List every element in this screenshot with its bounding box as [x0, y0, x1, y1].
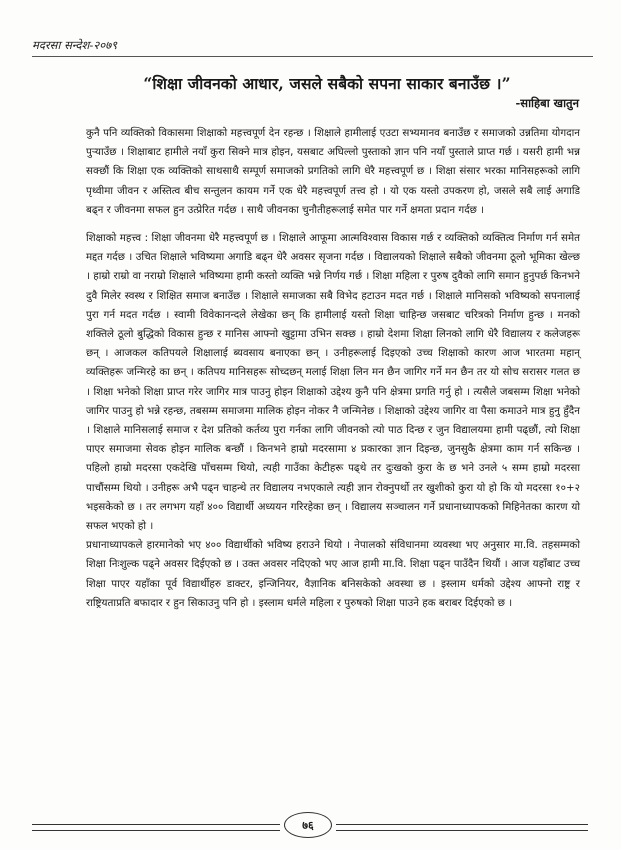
article-author: -साहिबा खातुन: [515, 96, 579, 110]
footer-rule-right: [336, 824, 588, 831]
paragraph-intro: कुनै पनि व्यक्तिको विकासमा शिक्षाको महत्त्वपूर्ण देन रहन्छ । शिक्षाले हामीलाई एउटा सभ्यमानव बनाउँछ र समाजको उन्नतिमा योगदान पुऱ्याउँछ । शिक्षाबाट हामीले नयाँ कुरा सिक्ने मात्र होइन, यसबाट अघिल्लो पुस्ताको ज्ञान पनि नयाँ पुस्ताले प्राप्त गर्छ । यसरी हामी भन्न सक्छौं कि शिक्षा एक व्यक्तिको साथसाथै सम्पूर्ण समाजको प्रगतिको लागि धेरै महत्त्वपूर्ण छ । शिक्षा संसार भरका मानिसहरूको लागि पृथ्वीमा जीवन र अस्तित्व बीच सन्तुलन कायम गर्ने एक धेरै महत्त्वपूर्ण तत्त्व हो । यो एक यस्तो उपकरण हो, जसले सबै लाई अगाडि बढ्न र जीवनमा सफल हुन उत्प्रेरित गर्दछ । साथै जीवनका चुनौतीहरूलाई समेत पार गर्ने क्षमता प्रदान गर्दछ ।: [86, 127, 580, 216]
header-rule: [32, 56, 593, 57]
article-title: “शिक्षा जीवनको आधार, जसले सबैको सपना साकार बनाउँछ ।”: [143, 74, 511, 93]
running-header: मदरसा सन्देश-२०७९: [32, 38, 118, 52]
footer-rule-left: [32, 824, 280, 831]
paragraph-importance: शिक्षाको महत्त्व : शिक्षा जीवनमा धेरै महत्त्वपूर्ण छ । शिक्षाले आफूमा आत्मविश्वास विकास गर्छ र व्यक्तिको व्यक्तित्व निर्माण गर्न समेत मद्दत गर्दछ । उचित शिक्षाले भविष्यमा अगाडि बढ्न धेरै अवसर सृजना गर्दछ । विद्यालयको शिक्षाले सबैको जीवनमा ठूलो भूमिका खेल्छ । हाम्रो राम्रो वा नराम्रो शिक्षाले भविष्यमा हामी कस्तो व्यक्ति भन्ने निर्णय गर्छ । शिक्षा महिला र पुरुष दुवैको लागि समान हुनुपर्छ किनभने दुवै मिलेर स्वस्थ र शिक्षित समाज बनाउँछ । शिक्षाले समाजका सबै विभेद हटाउन मदत गर्छ । शिक्षाले मानिसको भविष्यको सपनालाई पुरा गर्न मदत गर्दछ । स्वामी विवेकानन्दले लेखेका छन् कि हामीलाई यस्तो शिक्षा चाहिन्छ जसबाट चरित्रको निर्माण हुन्छ । मनको शक्तिले ठूलो बुद्धिको विकास हुन्छ र मानिस आफ्नो खुट्टामा उभिन सक्छ । हाम्रो देशमा शिक्षा लिनको लागि धेरै विद्यालय र कलेजहरू छन् । आजकल कतिपयले शिक्षालाई ब्यवसाय बनाएका छन् । उनीहरूलाई दिइएको उच्च शिक्षाको कारण आज भारतमा महान् व्यक्तिहरू जन्मिरहे का छन् । कतिपय मानिसहरू सोच्दछन् मलाई शिक्षा लिन मन छैन जागिर गर्ने मन छैन तर यो सोच सरासर गलत छ । शिक्षा भनेको शिक्षा प्राप्त गरेर जागिर मात्र पाउनु होइन शिक्षाको उद्देश्य कुनै पनि क्षेत्रमा प्रगति गर्नु हो । त्यसैले जबसम्म शिक्षा भनेको जागिर पाउनु हो भन्ने रहन्छ, तबसम्म समाजमा मालिक होइन नोकर नै जन्मिनेछ । शिक्षाको उद्देश्य जागिर वा पैसा कमाउने मात्र हुनु हुँदैन । शिक्षाले मानिसलाई समाज र देश प्रतिको कर्तव्य पुरा गर्नका लागि जीवनको त्यो पाठ दिन्छ र जुन विद्यालयमा हामी पढ्छौं, त्यो शिक्षा पाएर समाजमा सेवक होइन मालिक बन्छौं । किनभने हाम्रो मदरसामा ४ प्रकारका ज्ञान दिइन्छ, जुनसुकै क्षेत्रमा काम गर्न सकिन्छ । पहिलो हाम्रो मदरसा एकदेखि पाँचसम्म थियो, त्यही गाउँका केटीहरू पढ्थे तर दुःखको कुरा के छ भने उनले ५ सम्म हाम्रो मदरसा पाचौंसम्म थियो । उनीहरू अभै पढ्न चाहन्थे तर विद्यालय नभएकाले त्यही ज्ञान रोक्नुपर्थो तर खुशीको कुरा यो हो कि यो मदरसा १०+२ भइसकेको छ । तर लगभग यहाँ ४०० विद्यार्थी अध्ययन गरिरहेका छन् । विद्यालय सञ्चालन गर्ने प्रधानाध्यापकको मिहिनेतका कारण यो सफल भएको हो ।: [86, 232, 580, 533]
paragraph-principal: प्रधानाध्यापकले हारमानेको भए ४०० विद्यार्थीको भविष्य हराउने थियो । नेपालको संविधानमा व्यवस्था भए अनुसार मा.वि. तहसम्मको शिक्षा निःशुल्क पढ्ने अवसर दिईएको छ । उक्त अवसर नदिएको भए आज हामी मा.वि. शिक्षा पढ्न पाउँदैन थियौं । आज यहाँबाट उच्च शिक्षा पाएर यहाँका पूर्व विद्यार्थीहरु डाक्टर, इन्जिनियर, वैज्ञानिक बनिसकेको अवस्था छ । इस्लाम धर्मको उद्देश्य आफ्नो राष्ट्र र राष्ट्रियताप्रति बफादार र हुन सिकाउनु पनि हो । इस्लाम धर्मले महिला र पुरुषको शिक्षा पाउने हक बराबर दिईएको छ ।: [86, 539, 580, 609]
article-body: [86, 124, 580, 622]
page-number: ७६: [284, 812, 332, 838]
page-footer: [0, 812, 621, 838]
